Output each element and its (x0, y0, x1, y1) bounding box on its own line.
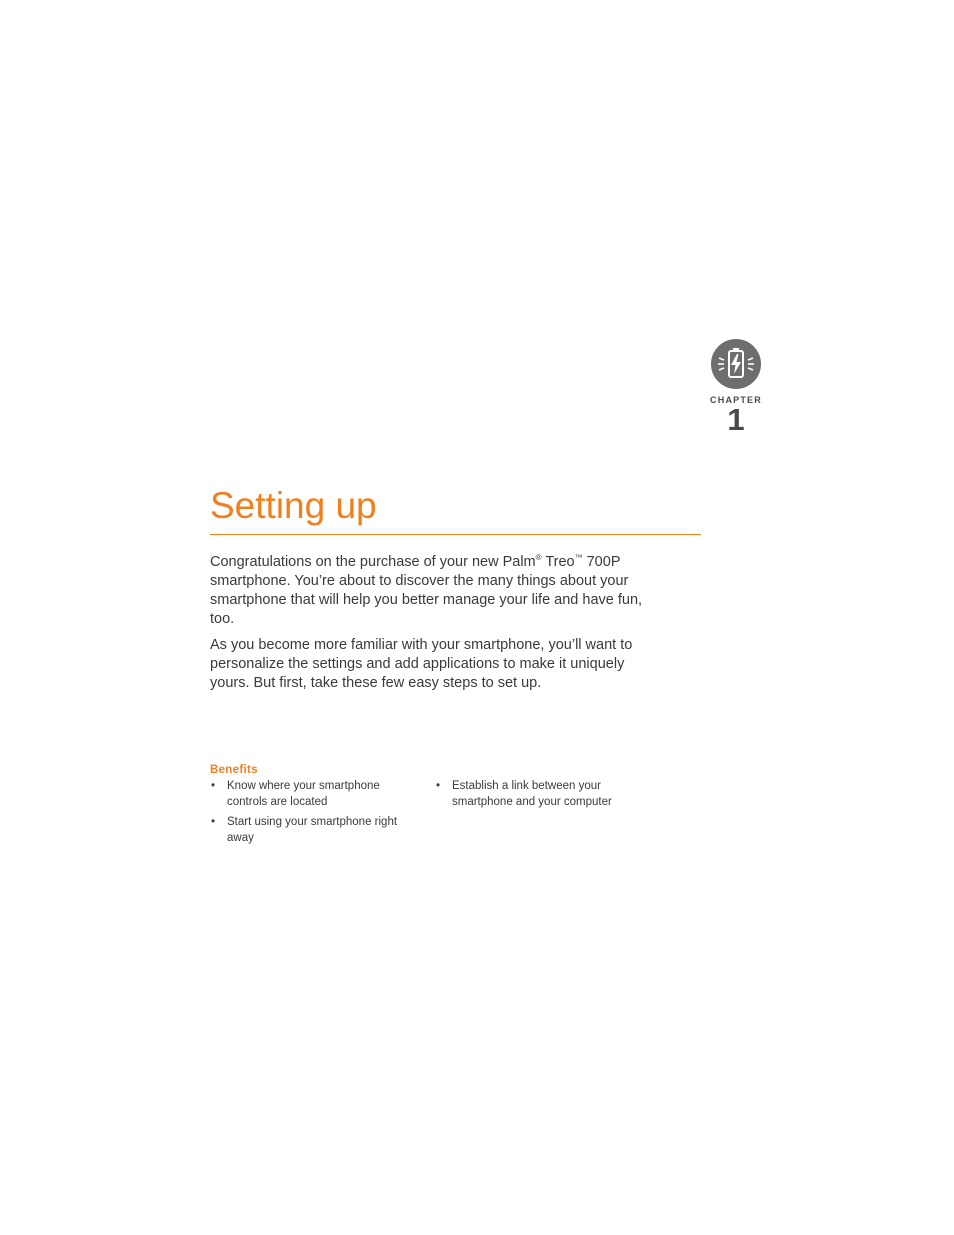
benefits-column-1 (210, 779, 435, 851)
benefits-section (210, 764, 650, 851)
list-item (210, 779, 417, 810)
bullet: • (211, 816, 216, 828)
benefits-columns (210, 779, 650, 851)
intro-p1-before-reg: Congratulations on the purchase of your new Palm (210, 554, 536, 570)
benefit-text: Know where your smartphone controls are located (227, 780, 380, 808)
list-item (210, 815, 417, 846)
intro-p1-rest: smartphone. You’re about to discover the many things about your smartphone that will help you better manage your life and have fun, too. (210, 573, 643, 627)
benefits-column-2 (435, 779, 645, 851)
intro-p1-mid: Treo (541, 554, 575, 570)
intro-text (210, 553, 650, 700)
benefit-text: Start using your smartphone right away (227, 816, 398, 844)
list-item (435, 779, 637, 810)
chapter-number: 1 (727, 402, 745, 437)
chapter-label: CHAPTER (710, 395, 762, 405)
benefit-text: Establish a link between your smartphone and your computer (452, 780, 612, 808)
bullet: • (211, 780, 216, 792)
chapter-badge (707, 338, 765, 437)
intro-paragraph-2: As you become more familiar with your smartphone, you’ll want to personalize the settings and add applications to make it uniquely yours. But first, take these few easy steps to set up. (210, 637, 633, 691)
battery-charge-icon (710, 338, 762, 390)
registered-mark: ® (535, 553, 542, 563)
title-divider (210, 534, 701, 535)
benefits-heading: Benefits (210, 764, 258, 776)
bullet: • (436, 780, 441, 792)
intro-p1-model: 700P (582, 554, 621, 570)
page-title: Setting up (210, 485, 377, 526)
trademark-mark: ™ (574, 553, 583, 563)
intro-paragraph-1 (210, 553, 650, 629)
